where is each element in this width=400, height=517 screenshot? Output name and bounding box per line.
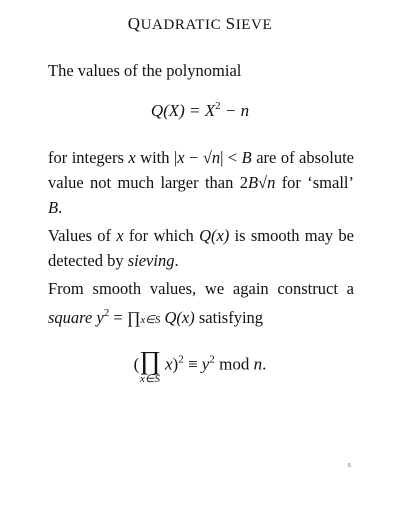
var-B: B — [48, 198, 59, 217]
exponent: 2 — [178, 353, 184, 366]
text: . — [58, 198, 63, 217]
exponent: 2 — [103, 307, 110, 319]
product-symbol: ∏ — [126, 308, 141, 327]
var-x: x — [128, 148, 136, 167]
expr-Qx: Q(x) — [164, 308, 195, 327]
product-subscript: x∈S — [140, 314, 161, 326]
text: | < — [220, 148, 242, 167]
title-initial: Q — [127, 14, 141, 33]
product-symbol: ∏ — [139, 346, 161, 375]
product-underscript: x∈S — [140, 373, 161, 385]
title-word-2: IEVE — [235, 17, 273, 33]
text: are of absolute value not much larger than 2 — [48, 148, 355, 192]
text: . — [262, 354, 267, 374]
text: From smooth values, we again construct a — [48, 279, 354, 298]
text: for ‘small’ — [275, 173, 354, 192]
text: . — [174, 251, 179, 270]
expr-Qx: Q(x) — [199, 226, 230, 245]
text: is smooth may be detected by — [48, 226, 355, 270]
equation-congruence — [0, 346, 400, 385]
var-x: x — [177, 148, 185, 167]
equation-rhs: − n — [220, 101, 250, 120]
var-n: n — [267, 173, 276, 192]
var-x: x — [164, 354, 173, 374]
var-y: y — [96, 308, 104, 327]
var-x: x — [116, 226, 124, 245]
paren-open: ( — [133, 354, 140, 374]
text: Values of — [48, 226, 117, 245]
var-n: n — [211, 148, 221, 167]
title-initial-2: S — [225, 14, 236, 33]
emphasis-sieving: sieving — [127, 251, 175, 270]
text: satisfying — [194, 308, 264, 327]
paren-close: ) — [172, 354, 179, 374]
paragraph-range — [48, 145, 354, 220]
equation-polynomial — [0, 100, 400, 121]
text: for which — [123, 226, 200, 245]
equiv-symbol: ≡ — [183, 354, 202, 374]
product-block — [139, 346, 160, 385]
sqrt-symbol: √ — [258, 173, 268, 192]
paragraph-square — [48, 276, 354, 333]
page-number: 5 — [348, 463, 351, 469]
var-B: B — [241, 148, 252, 167]
var-n: n — [253, 354, 263, 374]
text: with | — [135, 148, 178, 167]
text: for integers — [48, 148, 129, 167]
paragraph-intro: The values of the polynomial — [48, 61, 242, 80]
paragraph-sieving — [48, 223, 354, 273]
title-word-1: UADRATIC — [140, 17, 222, 33]
text: − √ — [184, 148, 212, 167]
mod-operator: mod — [214, 354, 254, 374]
emphasis-square: square — [48, 308, 93, 327]
equation-lhs: Q(X) = X — [150, 101, 216, 120]
var-B: B — [247, 173, 259, 192]
var-y: y — [201, 354, 210, 374]
text: = — [109, 308, 127, 327]
exponent: 2 — [209, 353, 215, 366]
equation-exponent: 2 — [215, 100, 221, 112]
slide-title — [0, 14, 400, 34]
